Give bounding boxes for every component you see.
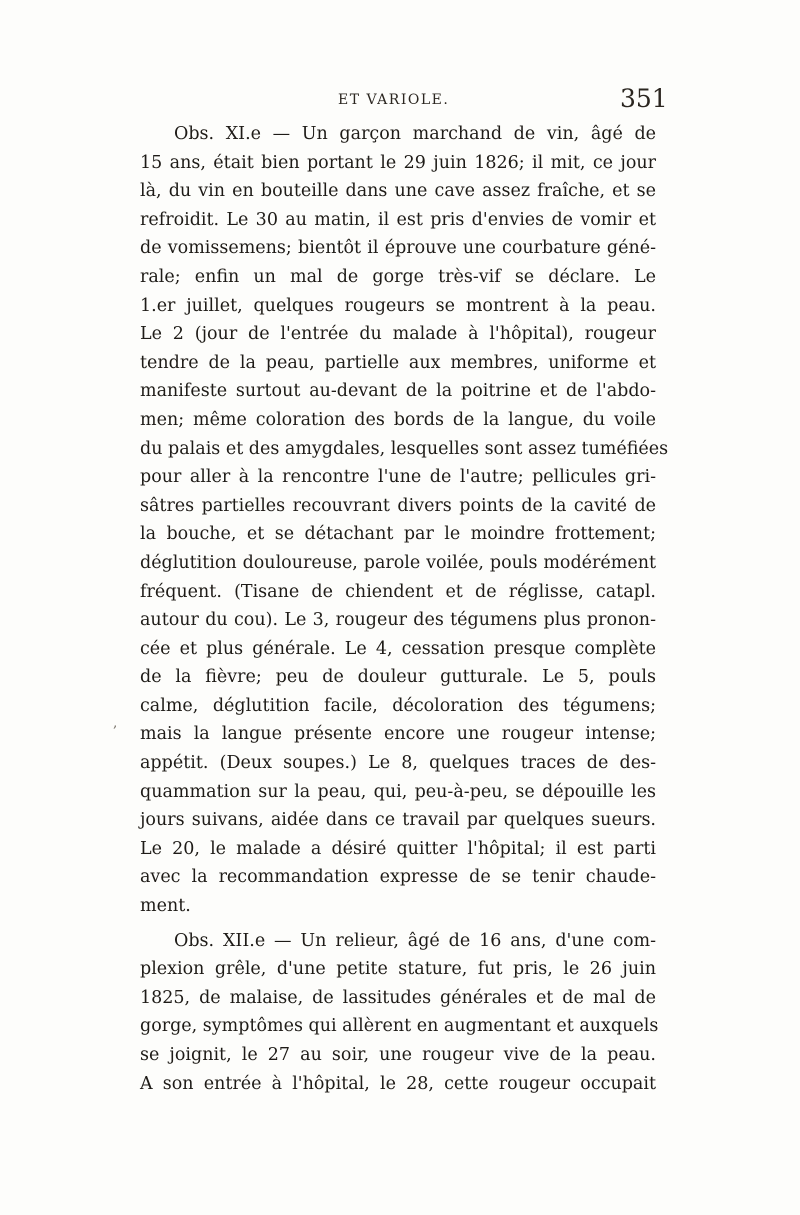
text-line: rale; enfin un mal de gorge très-vif se déclare. Le (140, 266, 656, 287)
text-line: quammation sur la peau, qui, peu-à-peu, se dépouille les (140, 781, 656, 802)
text-line: fréquent. (Tisane de chiendent et de réglisse, catapl. (140, 581, 656, 602)
text-line: plexion grêle, d'une petite stature, fut pris, le 26 juin (140, 959, 656, 980)
text-line: la bouche, et se détachant par le moindre frottement; (140, 524, 656, 545)
text-line: de la fièvre; peu de douleur gutturale. Le 5, pouls (140, 667, 656, 688)
text-line: là, du vin en bouteille dans une cave assez fraîche, et se (140, 181, 656, 202)
text-line: men; même coloration des bords de la langue, du voile (140, 409, 656, 430)
text-line: avec la recommandation expresse de se tenir chaude- (140, 867, 656, 888)
text-line: jours suivans, aidée dans ce travail par quelques sueurs. (140, 810, 656, 831)
running-head (0, 84, 800, 118)
text-line: Obs. XI.e — Un garçon marchand de vin, âgé de (174, 124, 656, 144)
text-line: Obs. XII.e — Un relieur, âgé de 16 ans, d'une com- (174, 930, 656, 951)
text-line: se joignit, le 27 au soir, une rougeur vive de la peau. (140, 1045, 656, 1065)
page-number: 351 (620, 84, 668, 113)
text-line: ment. (140, 896, 191, 917)
text-line: du palais et des amygdales, lesquelles sont assez tuméfiées (140, 438, 669, 459)
text-line: gorge, symptômes qui allèrent en augmentant et auxquels (140, 1016, 659, 1037)
text-line: appétit. (Deux soupes.) Le 8, quelques traces de des- (140, 753, 656, 774)
observation-12 (140, 927, 659, 1099)
text-line: cée et plus générale. Le 4, cessation presque complète (140, 638, 656, 659)
margin-mark: ‚ (113, 716, 118, 731)
text-line: de vomissemens; bientôt il éprouve une courbature géné- (140, 238, 656, 259)
text-line: tendre de la peau, partielle aux membres, uniforme et (140, 352, 656, 373)
text-line: 1.er juillet, quelques rougeurs se montrent à la peau. (140, 295, 656, 316)
text-line: Le 2 (jour de l'entrée du malade à l'hôpital), rougeur (140, 324, 656, 345)
text-line: A son entrée à l'hôpital, le 28, cette rougeur occupait (140, 1073, 656, 1094)
text-line: 15 ans, était bien portant le 29 juin 1826; il mit, ce jour (140, 152, 656, 173)
text-line: déglutition douloureuse, parole voilée, pouls modérément (140, 552, 656, 573)
text-line: mais la langue présente encore une rougeur intense; (140, 724, 656, 745)
text-line: 1825, de malaise, de lassitudes générales et de mal de (140, 987, 656, 1008)
observation-11 (140, 120, 669, 921)
text-line: calme, déglutition facile, décoloration des tégumens; (140, 695, 656, 716)
text-line: sâtres partielles recouvrant divers points de la cavité de (140, 495, 656, 516)
text-line: autour du cou). Le 3, rougeur des tégumens plus pronon- (140, 610, 656, 631)
text-line: pour aller à la rencontre l'une de l'autre; pellicules gri- (140, 467, 656, 488)
text-line: manifeste surtout au-devant de la poitrine et de l'abdo- (140, 381, 656, 402)
text-line: refroidit. Le 30 au matin, il est pris d'envies de vomir et (140, 209, 656, 230)
running-title: ET VARIOLE. (338, 92, 450, 108)
text-line: Le 20, le malade a désiré quitter l'hôpital; il est parti (140, 838, 656, 859)
body-text (140, 120, 669, 1098)
